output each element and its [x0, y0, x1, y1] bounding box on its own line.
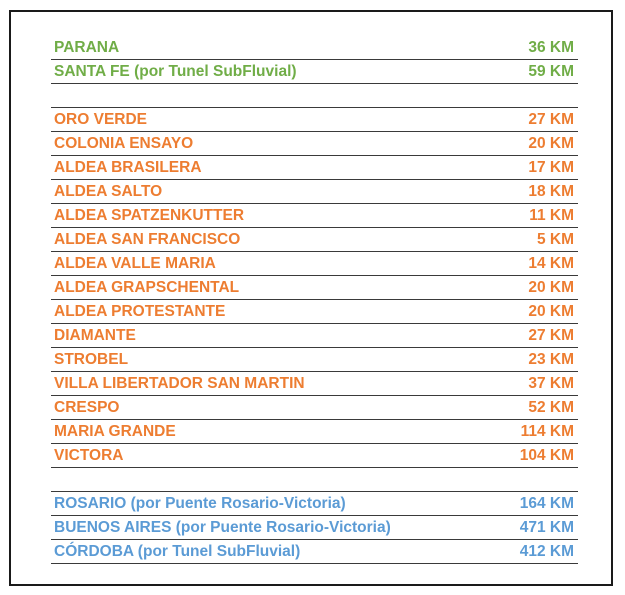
- table-row: [51, 420, 578, 444]
- spacer-row: [51, 468, 578, 492]
- destination-name: ALDEA BRASILERA: [54, 158, 202, 176]
- spacer-row: [51, 84, 578, 108]
- table-row: [51, 252, 578, 276]
- destination-name: STROBEL: [54, 350, 129, 368]
- table-row: [51, 156, 578, 180]
- destination-name: ROSARIO (por Puente Rosario-Victoria): [54, 494, 346, 512]
- table-row: [51, 204, 578, 228]
- destination-name: CRESPO: [54, 398, 120, 416]
- destination-name: ALDEA VALLE MARIA: [54, 254, 216, 272]
- table-row: [51, 60, 578, 84]
- table-row: [51, 492, 578, 516]
- table-row: [51, 36, 578, 60]
- destination-distance: 37 KM: [528, 374, 574, 392]
- destination-distance: 20 KM: [528, 302, 574, 320]
- destination-name: COLONIA ENSAYO: [54, 134, 194, 152]
- table-row: [51, 444, 578, 468]
- table-row: [51, 372, 578, 396]
- destination-distance: 17 KM: [528, 158, 574, 176]
- destination-distance: 114 KM: [520, 422, 574, 440]
- destination-distance: 5 KM: [536, 230, 574, 248]
- destination-name: DIAMANTE: [54, 326, 136, 344]
- table-row: [51, 108, 578, 132]
- destination-name: ORO VERDE: [54, 110, 148, 128]
- table-row: [51, 516, 578, 540]
- destination-name: BUENOS AIRES (por Puente Rosario-Victoria): [54, 518, 391, 536]
- distance-table: [51, 36, 578, 564]
- table-row: [51, 348, 578, 372]
- destination-name: VICTORA: [54, 446, 124, 464]
- destination-distance: 164 KM: [519, 494, 574, 512]
- destination-distance: 18 KM: [528, 182, 574, 200]
- destination-distance: 11 KM: [529, 206, 574, 224]
- table-row: [51, 276, 578, 300]
- destination-name: ALDEA GRAPSCHENTAL: [54, 278, 240, 296]
- table-row: [51, 300, 578, 324]
- destination-name: PARANA: [54, 38, 120, 56]
- destination-name: SANTA FE (por Tunel SubFluvial): [54, 62, 297, 80]
- destination-distance: 23 KM: [528, 350, 574, 368]
- destination-name: ALDEA PROTESTANTE: [54, 302, 226, 320]
- destination-name: ALDEA SAN FRANCISCO: [54, 230, 241, 248]
- table-row: [51, 180, 578, 204]
- destination-distance: 52 KM: [528, 398, 574, 416]
- destination-distance: 104 KM: [519, 446, 574, 464]
- destination-distance: 36 KM: [528, 38, 574, 56]
- table-row: [51, 396, 578, 420]
- destination-name: ALDEA SALTO: [54, 182, 163, 200]
- destination-distance: 412 KM: [519, 542, 574, 560]
- destination-distance: 471 KM: [519, 518, 574, 536]
- destination-name: ALDEA SPATZENKUTTER: [54, 206, 245, 224]
- destination-name: VILLA LIBERTADOR SAN MARTIN: [54, 374, 305, 392]
- table-row: [51, 540, 578, 564]
- destination-distance: 27 KM: [528, 110, 574, 128]
- destination-distance: 27 KM: [528, 326, 574, 344]
- table-row: [51, 228, 578, 252]
- destination-distance: 20 KM: [528, 278, 574, 296]
- destination-distance: 59 KM: [528, 62, 574, 80]
- destination-distance: 14 KM: [528, 254, 574, 272]
- table-row: [51, 324, 578, 348]
- table-row: [51, 132, 578, 156]
- destination-name: CÓRDOBA (por Tunel SubFluvial): [54, 542, 301, 560]
- destination-distance: 20 KM: [528, 134, 574, 152]
- destination-name: MARIA GRANDE: [54, 422, 176, 440]
